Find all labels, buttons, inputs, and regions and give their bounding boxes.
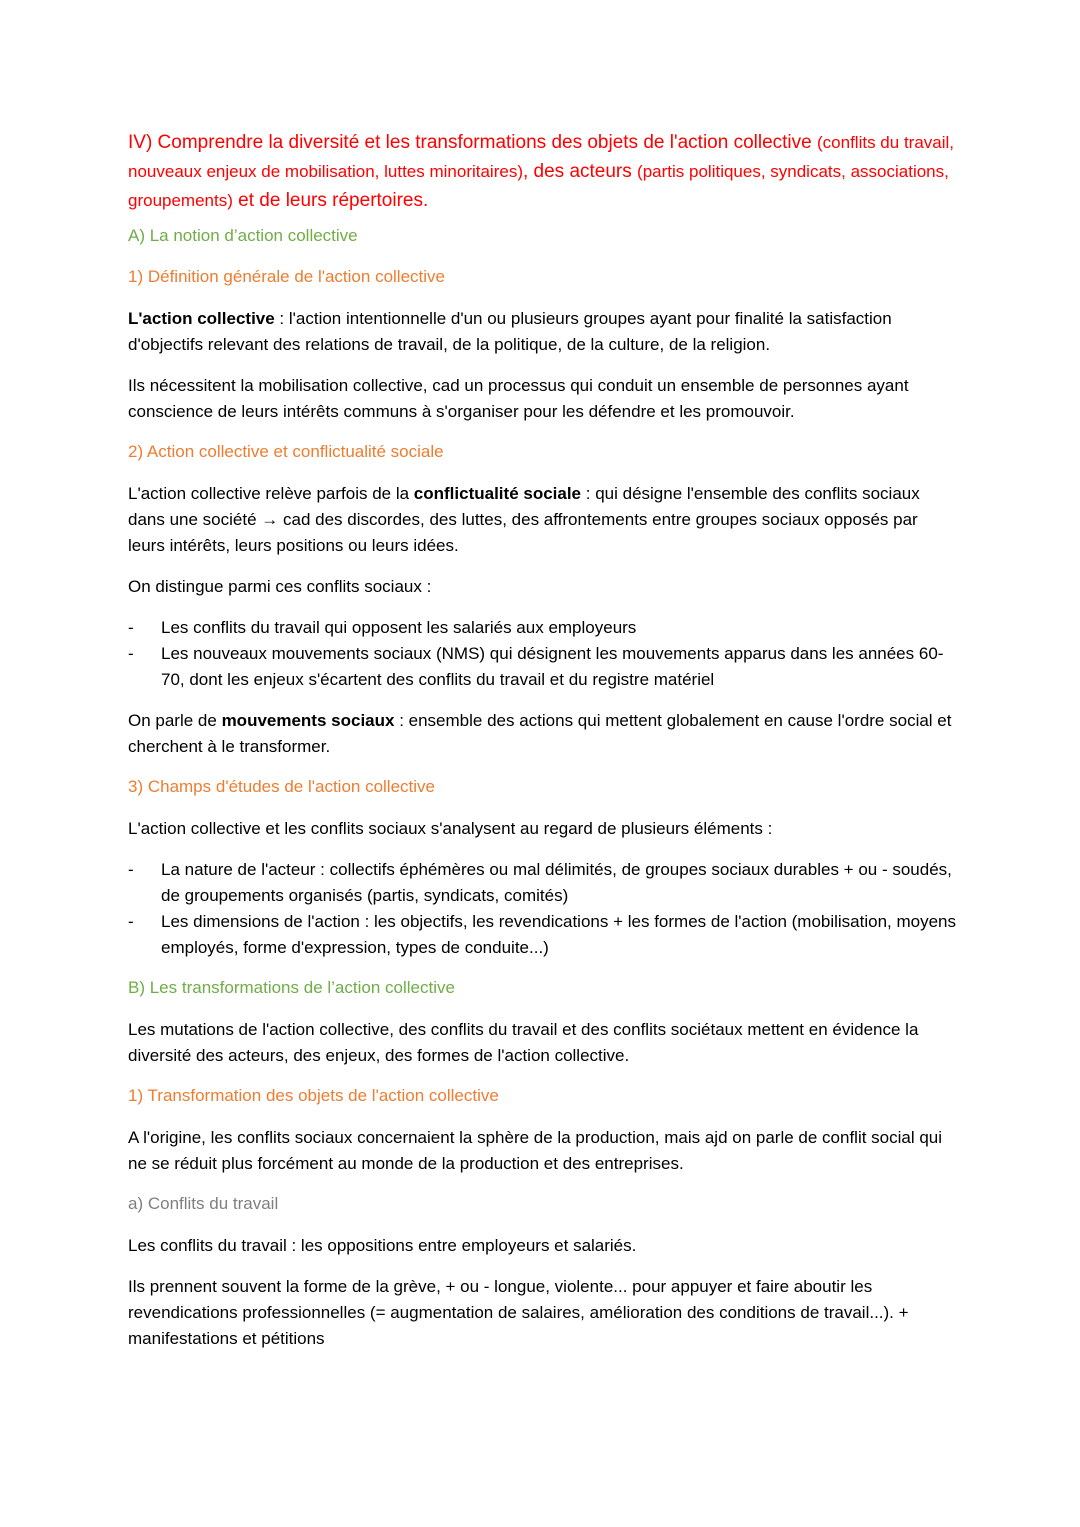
section-b1a-heading: a) Conflits du travail	[128, 1194, 279, 1213]
chapter-title	[128, 128, 958, 215]
title-actors: , des acteurs	[522, 161, 638, 182]
conflictualite-paragraph	[128, 481, 958, 559]
title-main: IV) Comprendre la diversité et les transformations des objets de l'action collective	[128, 132, 818, 153]
distinction-paragraph: On distingue parmi ces conflits sociaux :	[128, 577, 432, 596]
section-a1-heading: 1) Définition générale de l'action collective	[128, 267, 445, 286]
section-a3-heading: 3) Champs d'études de l'action collective	[128, 777, 435, 796]
mobilisation-paragraph: Ils nécessitent la mobilisation collective, cad un processus qui conduit un ensemble de personnes ayant conscience de leurs intérêts communs à s'organiser pour les défendre et les promouvoir.	[128, 376, 909, 421]
conflictualite-term: conflictualité sociale	[413, 484, 582, 503]
conflictualite-intro: L'action collective relève parfois de la	[128, 484, 414, 503]
definition-term: L'action collective	[128, 309, 275, 328]
mouvements-intro: On parle de	[128, 711, 222, 730]
origin-paragraph: A l'origine, les conflits sociaux concernaient la sphère de la production, mais ajd on parle de conflit social qui ne se réduit plus forcément au monde de la production et des entreprises.	[128, 1128, 943, 1173]
title-end: et de leurs répertoires.	[232, 190, 429, 211]
elements-list	[128, 857, 958, 961]
strike-paragraph: Ils prennent souvent la forme de la grève, + ou - longue, violente... pour appuyer et faire aboutir les revendications professionnelles (= augmentation de salaires, amélioration des conditions de travail...). + manifestations et pétitions	[128, 1277, 909, 1348]
list-item: - Les dimensions de l'action : les objectifs, les revendications + les formes de l'action (mobilisation, moyens employés, forme d'expression, types de conduite...)	[128, 909, 958, 961]
definition-paragraph	[128, 306, 958, 358]
mouvements-term: mouvements sociaux	[221, 711, 395, 730]
conflictualite-text: : qui désigne l'ensemble des conflits sociaux dans une société → cad des discordes, des luttes, des affrontements entre groupes sociaux opposés par leurs intérêts, leurs positions ou leurs idées.	[128, 484, 920, 555]
list-item: - Les conflits du travail qui opposent les salariés aux employeurs	[128, 615, 958, 641]
section-a2-heading: 2) Action collective et conflictualité sociale	[128, 442, 444, 461]
section-b1-heading: 1) Transformation des objets de l'action collective	[128, 1086, 499, 1105]
conflicts-list	[128, 615, 958, 693]
analysis-paragraph: L'action collective et les conflits sociaux s'analysent au regard de plusieurs éléments :	[128, 819, 773, 838]
document-page	[128, 128, 958, 1367]
definition-text: : l'action intentionnelle d'un ou plusieurs groupes ayant pour finalité la satisfaction d'objectifs relevant des relations de travail, de la politique, de la culture, de la religion.	[128, 309, 892, 354]
mouvements-paragraph	[128, 708, 958, 760]
work-conflicts-paragraph: Les conflits du travail : les oppositions entre employeurs et salariés.	[128, 1236, 637, 1255]
list-item: - La nature de l'acteur : collectifs éphémères ou mal délimités, de groupes sociaux durables + ou - soudés, de groupements organisés (partis, syndicats, comités)	[128, 857, 958, 909]
mutations-paragraph: Les mutations de l'action collective, des conflits du travail et des conflits sociétaux mettent en évidence la diversité des acteurs, des enjeux, des formes de l'action collective.	[128, 1020, 919, 1065]
title-objects-detail: (conflits du travail, nouveaux enjeux de mobilisation, luttes minoritaires)	[128, 133, 955, 181]
section-b-heading: B) Les transformations de l’action collective	[128, 978, 455, 997]
mouvements-text: : ensemble des actions qui mettent globalement en cause l'ordre social et cherchent à le transformer.	[128, 711, 952, 756]
section-a-heading: A) La notion d’action collective	[128, 226, 358, 245]
title-actors-detail: (partis politiques, syndicats, associations, groupements)	[128, 162, 949, 210]
list-item: - Les nouveaux mouvements sociaux (NMS) qui désignent les mouvements apparus dans les années 60-70, dont les enjeux s'écartent des conflits du travail et du registre matériel	[128, 641, 958, 693]
